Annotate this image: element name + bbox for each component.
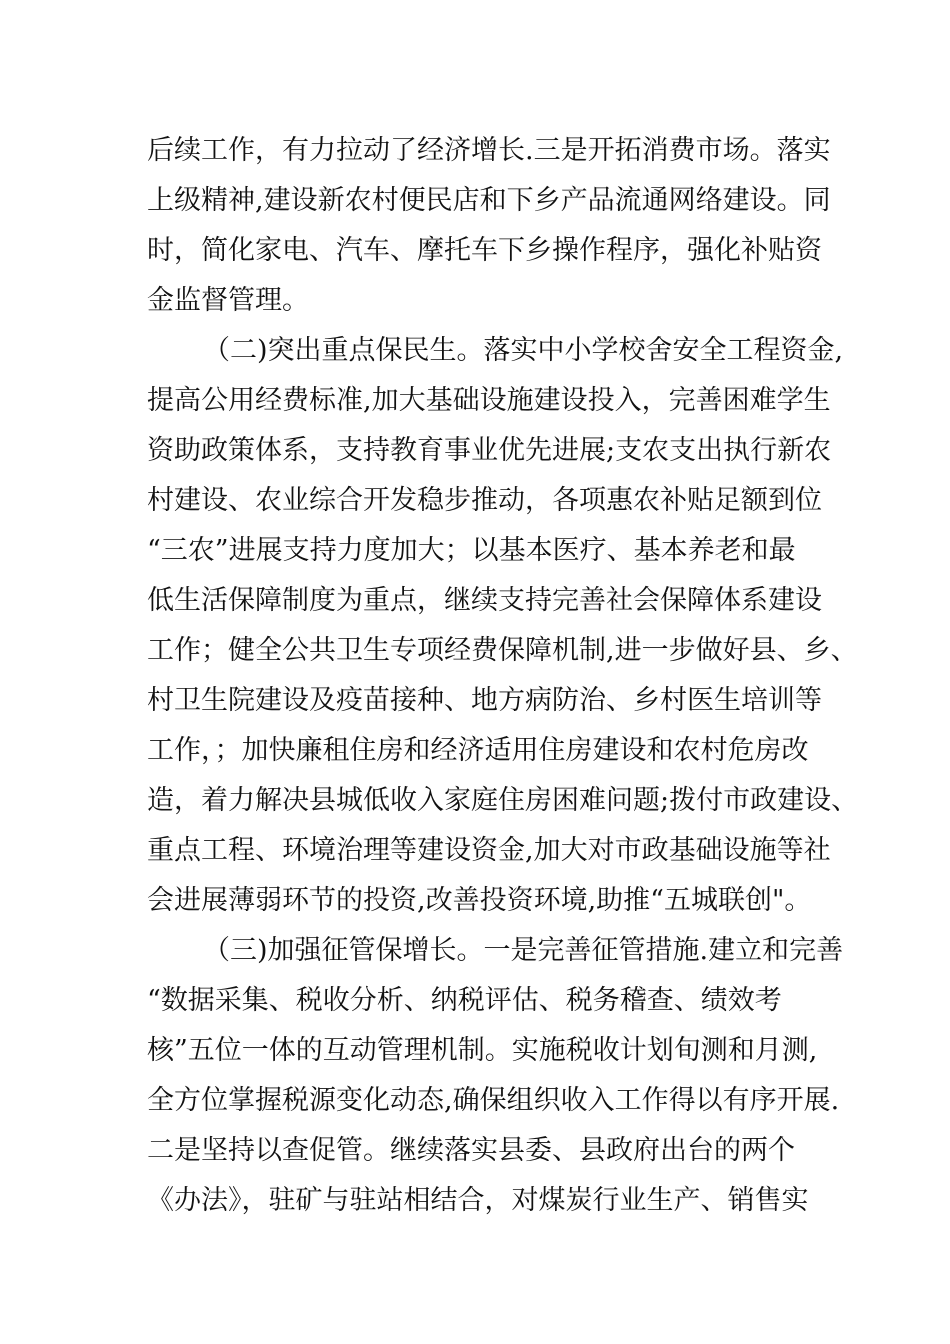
- text-line: 金监督管理。: [147, 285, 309, 316]
- text-line: 造，着力解决县城低收入家庭住房困难问题;拨付市政建设、: [147, 785, 859, 816]
- text-line: 工作；健全公共卫生专项经费保障机制,进一步做好县、乡、: [147, 635, 858, 666]
- text-line: 村卫生院建设及疫苗接种、地方病防治、乡村医生培训等: [147, 685, 822, 716]
- text-line: “数据采集、税收分析、纳税评估、税务稽查、绩效考: [147, 985, 782, 1016]
- section-heading-line: （三)加强征管保增长。一是完善征管措施.建立和完善: [203, 935, 844, 966]
- text-line: 全方位掌握税源变化动态,确保组织收入工作得以有序开展.: [147, 1085, 840, 1116]
- text-line: 《办法》，驻矿与驻站相结合，对煤炭行业生产、销售实: [147, 1185, 809, 1216]
- text-line: 重点工程、环境治理等建设资金,加大对市政基础设施等社: [147, 835, 831, 866]
- section-heading-line: （二)突出重点保民生。落实中小学校舍安全工程资金,: [203, 335, 844, 366]
- text-line: 低生活保障制度为重点，继续支持完善社会保障体系建设: [147, 585, 822, 616]
- text-line: 工作，；加快廉租住房和经济适用住房建设和农村危房改: [147, 735, 809, 766]
- text-line: 资助政策体系，支持教育事业优先进展;支农支出执行新农: [147, 435, 832, 466]
- text-line: 提高公用经费标准,加大基础设施建设投入，完善困难学生: [147, 385, 831, 416]
- text-line: 时，简化家电、汽车、摩托车下乡操作程序，强化补贴资: [147, 235, 822, 266]
- text-line: 会进展薄弱环节的投资,改善投资环境,助推“五城联创"。: [147, 885, 812, 916]
- text-line: “三农”进展支持力度加大；以基本医疗、基本养老和最: [147, 535, 796, 566]
- text-line: 二是坚持以查促管。继续落实县委、县政府出台的两个: [147, 1135, 795, 1166]
- text-line: 核”五位一体的互动管理机制。实施税收计划旬测和月测,: [147, 1035, 818, 1066]
- text-line: 村建设、农业综合开发稳步推动，各项惠农补贴足额到位: [147, 485, 822, 516]
- text-line: 后续工作，有力拉动了经济增长.三是开拓消费市场。落实: [147, 135, 831, 166]
- text-line: 上级精神,建设新农村便民店和下乡产品流通网络建设。同: [147, 185, 831, 216]
